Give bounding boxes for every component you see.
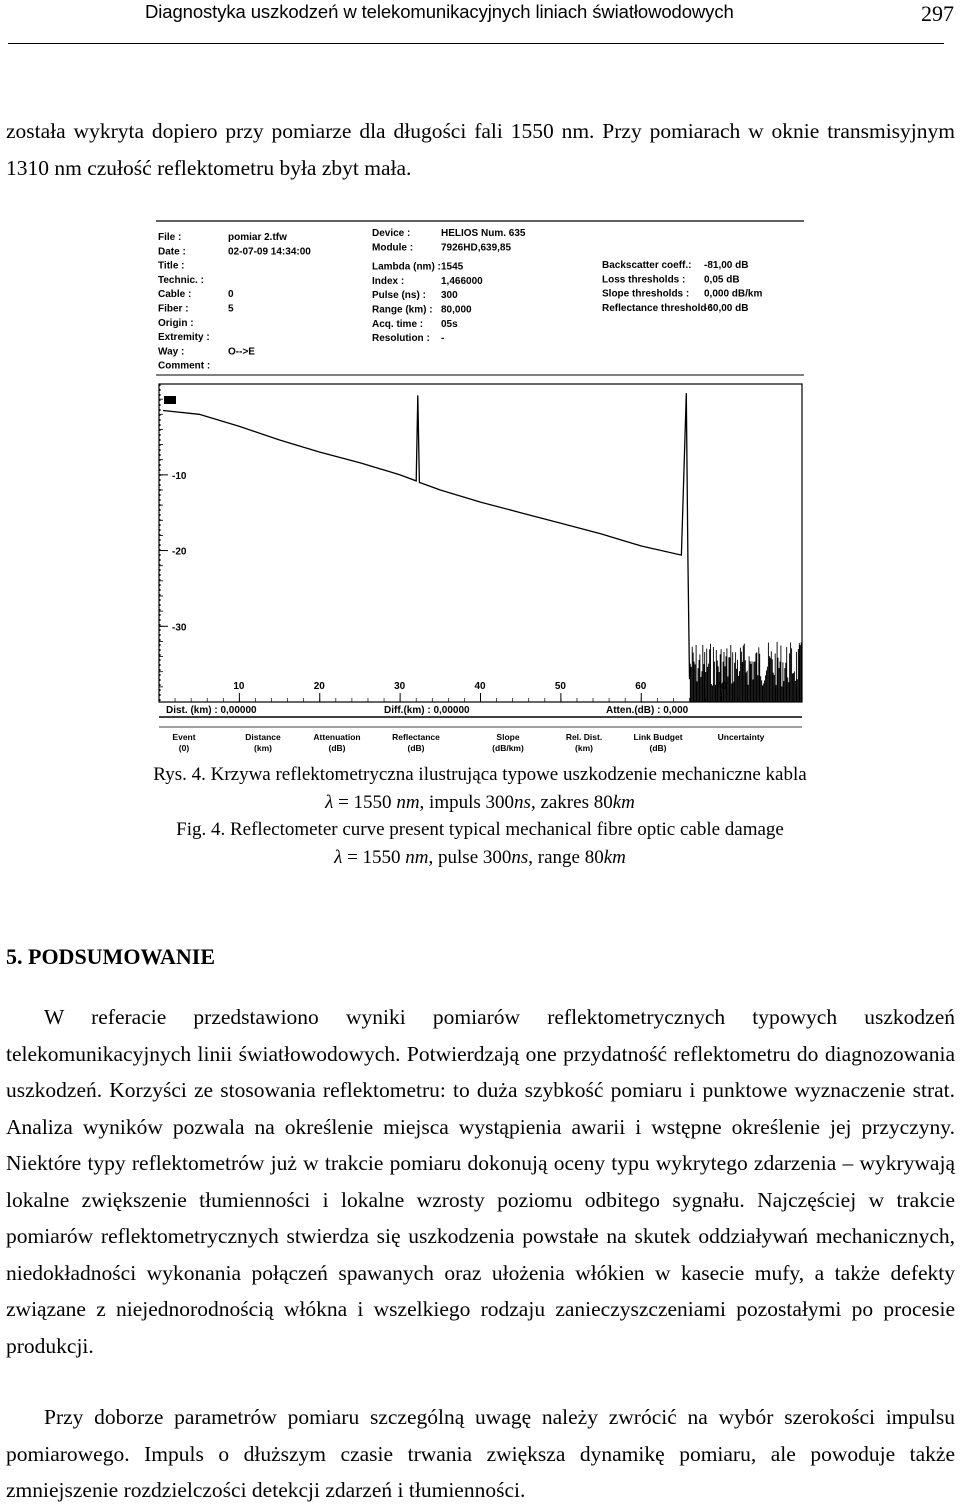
header-right-value: 0,000 dB/km xyxy=(704,288,763,300)
caption-en-unit-km: km xyxy=(603,847,626,868)
table-col-name: Attenuation xyxy=(313,732,361,742)
readout-atten: Atten.(dB) : 0,000 xyxy=(606,705,689,716)
intro-paragraph: została wykryta dopiero przy pomiarze dla długości fali 1550 nm. Przy pomiarach w oknie transmisyjnym 1310 nm czułość reflektometru była zbyt mała. xyxy=(6,119,955,180)
header-left-label: Comment : xyxy=(158,360,211,372)
table-col-unit: (km) xyxy=(575,743,593,753)
readout-dist: Dist. (km) : 0,00000 xyxy=(166,705,257,716)
header-left-block xyxy=(158,232,311,372)
table-col-name: Event xyxy=(172,732,196,742)
caption-pl-impuls: , impuls 300 xyxy=(419,792,515,813)
header-mid-block xyxy=(372,228,526,344)
header-mid-value: 80,000 xyxy=(441,304,472,316)
header-mid-label: Module : xyxy=(372,242,414,254)
caption-pl-line1 xyxy=(0,764,960,786)
table-col-name: Link Budget xyxy=(633,732,683,742)
header-mid-label: Range (km) : xyxy=(372,304,433,316)
x-tick-label: 50 xyxy=(554,681,566,692)
header-left-label: Title : xyxy=(158,260,185,272)
events-table-header xyxy=(172,732,764,753)
caption-en-lambda: λ xyxy=(334,847,343,868)
caption-pl-label: Rys. 4. xyxy=(153,764,206,785)
section-number: 5. xyxy=(6,944,23,969)
caption-pl-lambda: λ xyxy=(325,792,334,813)
table-col-unit: (dB) xyxy=(649,743,667,753)
header-left-value: pomiar 2.tfw xyxy=(228,232,287,243)
y-tick-label: -10 xyxy=(172,470,187,482)
x-tick-label: 10 xyxy=(233,681,245,692)
caption-en-range: , range 80 xyxy=(528,847,604,868)
table-col-name: Distance xyxy=(245,732,281,742)
running-head xyxy=(0,0,960,44)
header-rule xyxy=(8,43,944,44)
caption-pl-unit-km: km xyxy=(612,792,635,813)
header-mid-label: Lambda (nm) : xyxy=(372,261,441,273)
caption-en-unit-ns: ns xyxy=(511,847,529,868)
header-right-label: Backscatter coeff.: xyxy=(602,260,692,271)
header-mid-value: 300 xyxy=(441,290,458,302)
otdr-figure-svg xyxy=(156,219,806,754)
x-tick-label: 70 xyxy=(715,681,727,692)
caption-en-line1 xyxy=(0,819,960,841)
header-mid-value: 7926HD,639,85 xyxy=(441,242,512,254)
y-tick-label: -20 xyxy=(172,546,187,558)
header-left-value: 5 xyxy=(228,303,234,315)
header-mid-value: 1545 xyxy=(441,261,464,273)
caption-en-unit-nm: nm xyxy=(405,847,429,868)
header-left-label: Extremity : xyxy=(158,332,210,344)
x-tick-label: 20 xyxy=(313,681,325,692)
running-head-title: Diagnostyka uszkodzeń w telekomunikacyjnych liniach światłowodowych xyxy=(145,1,734,22)
header-mid-label: Pulse (ns) : xyxy=(372,290,426,302)
caption-pl-eq: = 1550 xyxy=(333,792,397,813)
caption-pl-zakres: , zakres 80 xyxy=(530,792,613,813)
header-left-label: Fiber : xyxy=(158,303,189,315)
header-mid-value: 05s xyxy=(441,318,458,330)
header-mid-label: Resolution : xyxy=(372,333,430,345)
header-left-label: Origin : xyxy=(158,317,194,329)
table-col-unit: (dB) xyxy=(328,743,346,753)
header-right-value: -60,00 dB xyxy=(704,302,749,314)
table-col-name: Reflectance xyxy=(392,732,440,742)
page-number: 297 xyxy=(921,1,954,26)
header-left-value: 02-07-09 14:34:00 xyxy=(228,246,311,258)
caption-pl-text: Krzywa reflektometryczna ilustrująca typowe uszkodzenie mechaniczne kabla xyxy=(210,764,807,785)
header-right-value: 0,05 dB xyxy=(704,274,740,286)
table-col-unit: (0) xyxy=(178,743,190,753)
header-left-label: Technic. : xyxy=(158,274,204,286)
caption-pl-unit-ns: ns xyxy=(514,792,531,813)
caption-en-label: Fig. 4. xyxy=(176,819,226,840)
header-mid-value: HELIOS Num. 635 xyxy=(441,228,526,239)
table-col-name: Rel. Dist. xyxy=(565,732,603,742)
caption-en-eq: = 1550 xyxy=(342,847,406,868)
table-col-unit: (dB/km) xyxy=(492,743,524,753)
x-tick-label: 30 xyxy=(394,681,406,692)
header-mid-label: Acq. time : xyxy=(372,318,424,330)
table-col-unit: (km) xyxy=(254,743,272,753)
header-mid-label: Device : xyxy=(372,228,411,239)
section-title: PODSUMOWANIE xyxy=(28,944,216,969)
section-heading xyxy=(6,944,215,970)
caption-en-pulse: , pulse 300 xyxy=(428,847,512,868)
header-left-label: Cable : xyxy=(158,289,192,301)
caption-en-line2 xyxy=(0,847,960,869)
readout-diff: Diff.(km) : 0,00000 xyxy=(384,705,470,716)
caption-pl-unit-nm: nm xyxy=(396,792,420,813)
y-tick-label: -30 xyxy=(172,622,187,634)
summary-paragraph-2: Przy doborze parametrów pomiaru szczególną uwagę należy zwrócić na wybór szerokości impulsu pomiarowego. Impuls o dłuższym czasie trwania zwiększa dynamikę pomiaru, ale powoduje także zmniejszenie rozdzielczości detekcji zdarzeń i tłumienności. xyxy=(6,1405,955,1502)
x-tick-label: 60 xyxy=(635,681,647,692)
header-right-label: Reflectance threshold : xyxy=(602,302,713,314)
header-left-label: Way : xyxy=(158,346,185,358)
header-right-label: Slope thresholds : xyxy=(602,288,690,300)
cursor-marker xyxy=(164,396,176,404)
header-right-block xyxy=(602,260,762,314)
header-right-value: -81,00 dB xyxy=(704,260,749,271)
table-col-unit: (dB) xyxy=(407,743,425,753)
header-right-label: Loss thresholds : xyxy=(602,274,686,286)
header-left-value: 0 xyxy=(228,289,234,301)
header-left-value: O-->E xyxy=(228,346,255,358)
caption-en-text: Reflectometer curve present typical mechanical fibre optic cable damage xyxy=(229,819,784,840)
header-mid-label: Index : xyxy=(372,275,405,287)
header-left-label: File : xyxy=(158,232,182,243)
header-mid-value: - xyxy=(441,333,445,345)
table-col-name: Uncertainty xyxy=(717,732,765,742)
header-left-label: Date : xyxy=(158,246,186,258)
summary-paragraph-1: W referacie przedstawiono wyniki pomiarów reflektometrycznych typowych uszkodzeń telekomunikacyjnych linii światłowodowych. Potwierdzają one przydatność reflektometru do diagnozowania uszkodzeń. Korzyści ze stosowania reflektometru: to duża szybkość pomiaru i punktowe wyznaczenie strat. Analiza wyników pozwala na określenie miejsca wystąpienia awarii i wstępne określenie jej przyczyny. Niektóre typy reflektometrów już w trakcie pomiaru dokonują oceny typu wykrytego zdarzenia – wykrywają lokalne zwiększenie tłumienności i lokalne wzrosty poziomu odbitego sygnału. Najczęściej w trakcie pomiarów reflektometrycznych stwierdza się uszkodzenia powstałe na skutek oddziaływań mechanicznych, niedokładności wykonania połączeń spawanych oraz ułożenia włókien w kasecie mufy, a także defekty związane z niejednorodnością włókna i wszelkiego rodzaju zanieczyszczeniami pozostałymi po procesie produkcji. xyxy=(6,1005,955,1358)
otdr-figure xyxy=(156,219,806,754)
table-col-name: Slope xyxy=(496,732,520,742)
header-mid-value: 1,466000 xyxy=(441,275,483,287)
x-tick-label: 40 xyxy=(474,681,486,692)
caption-pl-line2 xyxy=(0,792,960,814)
